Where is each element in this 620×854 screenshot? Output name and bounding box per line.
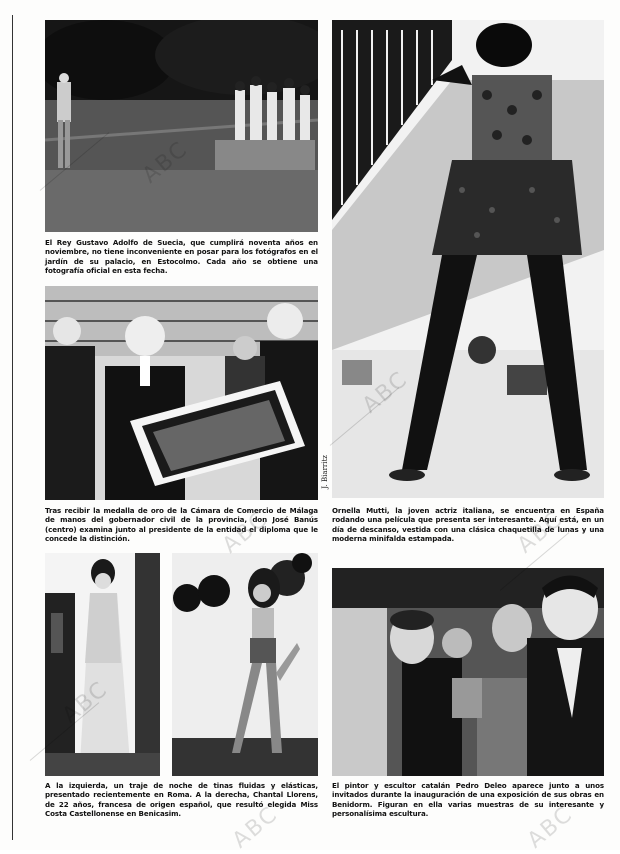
caption-painter: El pintor y escultor catalán Pedro Deleo aparece junto a unos invitados durante la inauguración de una exposición de sus obras en Benidorm. Figuran en ella varias muestras de su interesante y personalísima escultura. — [332, 781, 604, 819]
caption-ornella: Ornella Mutti, la joven actriz italiana, se encuentra en España rodando una película que presenta ser interesante. Aquí está, en un día de descanso, vestida con una clásica chaquetilla de lunas y una moderna minifalda estampada. — [332, 506, 604, 544]
watermark: ABC — [227, 801, 284, 854]
photo-painter-deleo — [332, 568, 604, 776]
caption-fashion: A la izquierda, un traje de noche de tinas fluidas y elásticas, presentado recientemente en Roma. A la derecha, Chantal Llorens, de 22 años, francesa de origen español, que resultó elegida Miss Costa Castellonense en Benicasim. — [45, 781, 318, 819]
photo-ornella-mutti — [332, 20, 604, 498]
watermark: ABC — [217, 506, 274, 559]
watermark: ABC — [522, 801, 579, 854]
caption-medal: Tras recibir la medalla de oro de la Cámara de Comercio de Málaga de manos del gobernador civil de la provincia, don José Banús (centro) examina junto al presidente de la entidad el diploma que le concede la distinción. — [45, 506, 318, 544]
photo-king-garden — [45, 20, 318, 232]
photo-medal-ceremony — [45, 286, 318, 500]
page-edge — [12, 15, 13, 840]
photo-chantal-llorens — [172, 553, 318, 776]
caption-king: El Rey Gustavo Adolfo de Suecia, que cumplirá noventa años en noviembre, no tiene inconveniente en posar para los fotógrafos en el jardín de su palacio, en Estocolmo. Cada año se obtiene una fotografía oficial en esta fecha. — [45, 238, 318, 276]
photo-credit: J. Biarritz — [321, 455, 329, 489]
watermark: ABC — [512, 506, 569, 559]
photo-evening-gown — [45, 553, 160, 776]
